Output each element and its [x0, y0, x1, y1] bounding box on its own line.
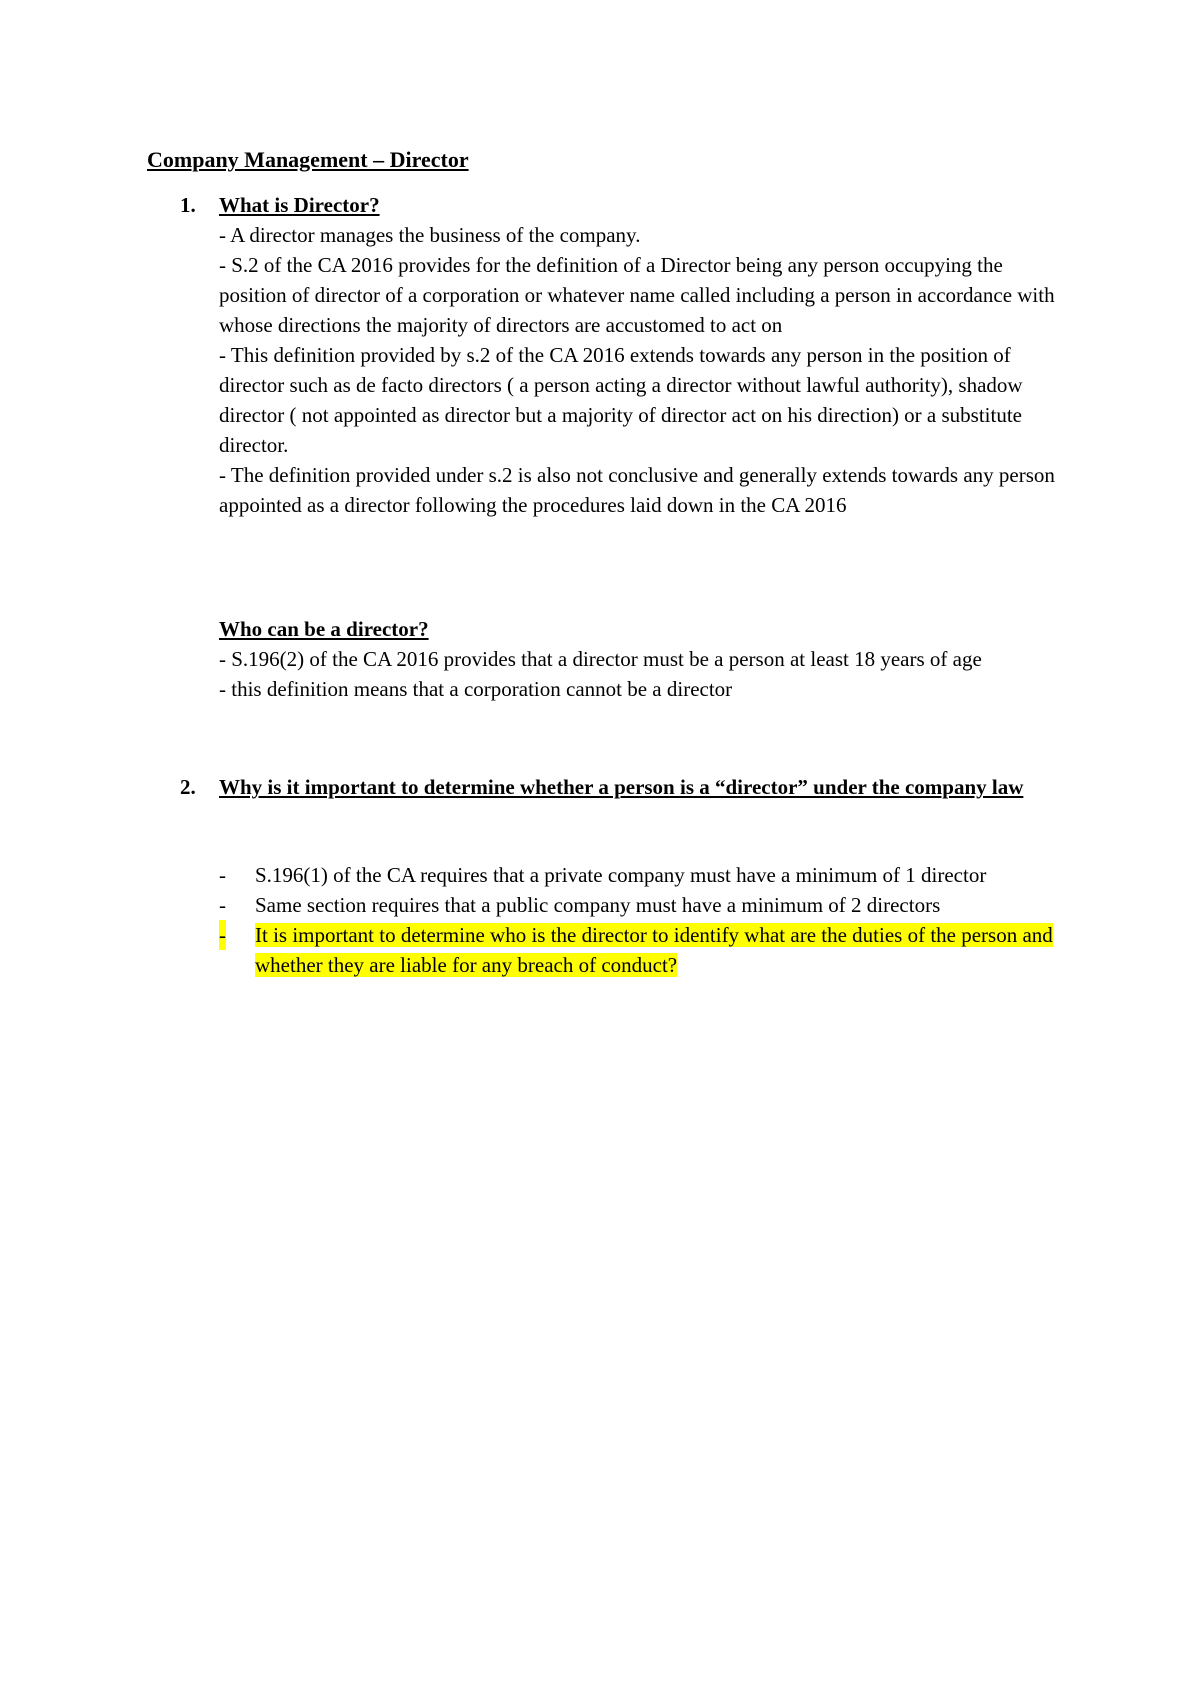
- paragraph: - S.196(2) of the CA 2016 provides that a director must be a person at least 18 years of age: [219, 647, 982, 671]
- section-body: [219, 220, 1069, 520]
- dash-marker: -: [219, 920, 226, 950]
- dash-marker: -: [219, 893, 226, 917]
- bullet-list: [219, 860, 1079, 980]
- subsection-heading: Who can be a director?: [219, 617, 429, 641]
- paragraph: - The definition provided under s.2 is also not conclusive and generally extends towards any person appointed as a director following the procedures laid down in the CA 2016: [219, 463, 1055, 517]
- paragraph: - S.2 of the CA 2016 provides for the definition of a Director being any person occupying the position of director of a corporation or whatever name called including a person in accordance with whose directions the majority of directors are accustomed to act on: [219, 253, 1055, 337]
- section-number: 2.: [180, 775, 196, 799]
- list-item: [219, 860, 1079, 890]
- section-heading: Why is it important to determine whether a person is a “director” under the company law: [219, 775, 1024, 799]
- dash-marker: -: [219, 863, 226, 887]
- list-item-text: S.196(1) of the CA requires that a private company must have a minimum of 1 director: [255, 863, 987, 887]
- paragraph: - This definition provided by s.2 of the CA 2016 extends towards any person in the position of director such as de facto directors ( a person acting a director without lawful authority), shadow director ( not appointed as director but a majority of director act on his direction) or a substitute director.: [219, 343, 1023, 457]
- list-item-text: Same section requires that a public company must have a minimum of 2 directors: [255, 893, 941, 917]
- paragraph: - A director manages the business of the company.: [219, 223, 641, 247]
- subsection-body: [219, 644, 1069, 704]
- highlighted-text: It is important to determine who is the director to identify what are the duties of the person and whether they are liable for any breach of conduct?: [255, 923, 1053, 977]
- list-item-highlighted: [219, 920, 1079, 980]
- list-item: [219, 890, 1079, 920]
- section-number: 1.: [180, 193, 196, 217]
- paragraph: - this definition means that a corporation cannot be a director: [219, 677, 733, 701]
- document-title: Company Management – Director: [147, 147, 469, 172]
- section-heading: What is Director?: [219, 193, 380, 217]
